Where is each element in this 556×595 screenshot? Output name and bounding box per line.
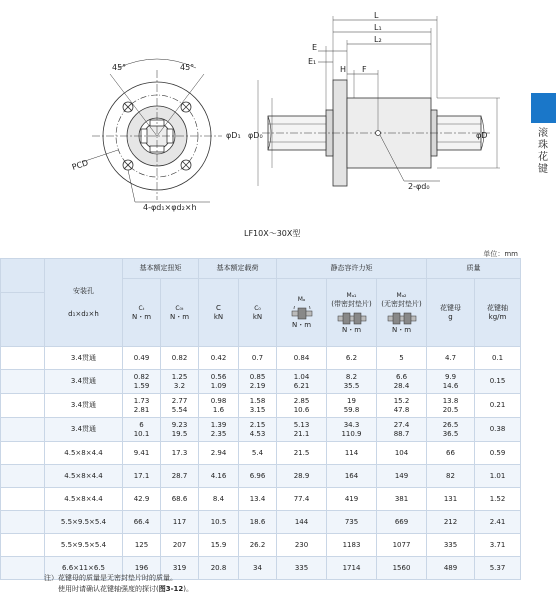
- cell-ct: 66.4: [123, 511, 161, 534]
- cell-mount: 6.6×11×6.5: [45, 557, 123, 580]
- cell-c: 4.16: [199, 465, 239, 488]
- header-shaft: [475, 279, 521, 347]
- cell-c: 0.98 1.6: [199, 394, 239, 418]
- cell-c0: 18.6: [239, 511, 277, 534]
- cell-ma1: 1183: [327, 534, 377, 557]
- cell-ct: 0.82 1.59: [123, 370, 161, 394]
- dim-L1: L₁: [374, 23, 382, 32]
- pcd-label: PCD: [70, 158, 90, 172]
- table-row: [1, 394, 521, 418]
- cell-ct: 17.1: [123, 465, 161, 488]
- row-blank-cell: [1, 488, 45, 511]
- table-row: [1, 534, 521, 557]
- header-load: 基本额定载荷: [199, 259, 277, 279]
- cell-ma: 5.13 21.1: [277, 418, 327, 442]
- header-ct: [123, 279, 161, 347]
- cell-ma: 28.9: [277, 465, 327, 488]
- cell-c0t: 68.6: [161, 488, 199, 511]
- row-blank-cell: [1, 442, 45, 465]
- cell-ma2: 669: [377, 511, 427, 534]
- cell-c: 0.42: [199, 347, 239, 370]
- hole-label: 4-φd₁×φd₂×h: [143, 203, 197, 212]
- cell-ct: 1.73 2.81: [123, 394, 161, 418]
- cell-c: 2.94: [199, 442, 239, 465]
- spec-table: [0, 258, 521, 580]
- header-c0-unit: kN: [252, 312, 263, 321]
- dim-L: L: [374, 11, 379, 20]
- moment-a2-icon: [386, 311, 418, 325]
- dim-L2: L₂: [374, 35, 382, 44]
- cell-mount: 3.4贯通: [45, 347, 123, 370]
- cell-ma2: 1560: [377, 557, 427, 580]
- cell-c: 15.9: [199, 534, 239, 557]
- header-ma1-desc: (带密封垫片): [331, 299, 372, 308]
- cell-nut: 82: [427, 465, 475, 488]
- header-nut-unit: g: [448, 312, 453, 321]
- note-line-2-pre: 使用时请确认花键轴强度的探讨(: [58, 585, 159, 593]
- header-c0t-unit: N・m: [169, 312, 190, 321]
- header-static: 静态容许力矩: [277, 259, 427, 279]
- table-row: [1, 370, 521, 394]
- cell-mount: 3.4贯通: [45, 394, 123, 418]
- table-row: [1, 465, 521, 488]
- header-ma-unit: N・m: [291, 321, 312, 329]
- header-ma2-desc: (无密封垫片): [381, 299, 422, 308]
- table-row: [1, 418, 521, 442]
- cell-c: 20.8: [199, 557, 239, 580]
- cell-ma1: 419: [327, 488, 377, 511]
- row-blank-cell: [1, 370, 45, 394]
- cell-ma2: 15.2 47.8: [377, 394, 427, 418]
- header-ma1-unit: N・m: [341, 325, 362, 334]
- cell-nut: 4.7: [427, 347, 475, 370]
- cell-c: 0.56 1.09: [199, 370, 239, 394]
- cell-ma1: 34.3 110.9: [327, 418, 377, 442]
- header-blank: [1, 259, 45, 293]
- cell-ma2: 381: [377, 488, 427, 511]
- cell-ma: 1.04 6.21: [277, 370, 327, 394]
- row-blank-cell: [1, 534, 45, 557]
- cell-ma: 0.84: [277, 347, 327, 370]
- cell-c0t: 319: [161, 557, 199, 580]
- header-c0t: [161, 279, 199, 347]
- cell-ct: 6 10.1: [123, 418, 161, 442]
- moment-a1-icon: [336, 311, 368, 325]
- cell-shaft: 5.37: [475, 557, 521, 580]
- dia-D1-label: φD₁: [226, 131, 241, 140]
- table-row: [1, 347, 521, 370]
- cell-ma: 230: [277, 534, 327, 557]
- unit-label: 单位：mm: [483, 250, 518, 258]
- header-shaft-label: 花键轴: [487, 303, 509, 312]
- cell-ma: 2.85 10.6: [277, 394, 327, 418]
- cell-mount: 4.5×8×4.4: [45, 442, 123, 465]
- cell-nut: 9.9 14.6: [427, 370, 475, 394]
- cell-ma: 144: [277, 511, 327, 534]
- header-c-sym: C: [216, 303, 221, 312]
- cell-mount: 3.4贯通: [45, 370, 123, 394]
- cell-c0: 34: [239, 557, 277, 580]
- cell-ct: 42.9: [123, 488, 161, 511]
- cell-shaft: 0.15: [475, 370, 521, 394]
- cell-c0: 1.58 3.15: [239, 394, 277, 418]
- moment-a-icon: [289, 306, 315, 320]
- cell-c0t: 2.77 5.54: [161, 394, 199, 418]
- cell-c0t: 207: [161, 534, 199, 557]
- cell-shaft: 0.38: [475, 418, 521, 442]
- cell-shaft: 0.59: [475, 442, 521, 465]
- header-blank-2: [1, 293, 45, 347]
- dim-H: H: [340, 65, 347, 74]
- row-blank-cell: [1, 394, 45, 418]
- table-row: [1, 488, 521, 511]
- header-mount-label: 安装孔: [73, 286, 94, 295]
- angle-right-label: 45°: [180, 63, 195, 72]
- cell-ma1: 8.2 35.5: [327, 370, 377, 394]
- cell-c0: 13.4: [239, 488, 277, 511]
- cell-c0t: 17.3: [161, 442, 199, 465]
- cell-c0: 26.2: [239, 534, 277, 557]
- cell-mount: 3.4贯通: [45, 418, 123, 442]
- dim-E: E: [312, 43, 318, 52]
- header-ma1: [327, 279, 377, 347]
- row-blank-cell: [1, 347, 45, 370]
- cell-c0: 0.85 2.19: [239, 370, 277, 394]
- row-blank-cell: [1, 418, 45, 442]
- cell-ma: 21.5: [277, 442, 327, 465]
- cell-nut: 335: [427, 534, 475, 557]
- table-row: [1, 442, 521, 465]
- header-ct-sym: Cₜ: [138, 304, 145, 312]
- dim-F: F: [362, 65, 367, 74]
- oil-hole-label: 2-φd₀: [408, 182, 430, 191]
- angle-left-label: 45°: [112, 63, 127, 72]
- cell-shaft: 0.1: [475, 347, 521, 370]
- row-blank-cell: [1, 465, 45, 488]
- cell-ma1: 19 59.8: [327, 394, 377, 418]
- cell-nut: 13.8 20.5: [427, 394, 475, 418]
- cell-c: 8.4: [199, 488, 239, 511]
- dia-D-label: φD: [476, 131, 488, 140]
- cell-ma2: 104: [377, 442, 427, 465]
- cell-nut: 212: [427, 511, 475, 534]
- cell-shaft: 3.71: [475, 534, 521, 557]
- cell-ct: 196: [123, 557, 161, 580]
- header-shaft-unit: kg/m: [488, 312, 507, 321]
- cell-c0: 0.7: [239, 347, 277, 370]
- figure-reference-link[interactable]: 图3-12: [158, 585, 184, 593]
- cell-ma1: 164: [327, 465, 377, 488]
- note-line-1: 注）花键母的质量是无密封垫片时的质量。: [44, 574, 177, 582]
- section-title: 滚珠花键: [538, 128, 548, 175]
- section-color-tab: [531, 93, 556, 123]
- header-c: [199, 279, 239, 347]
- header-ma-sym: Mₐ: [297, 296, 306, 303]
- model-caption: LF10X～30X型: [244, 229, 301, 238]
- header-nut: [427, 279, 475, 347]
- cell-c0t: 1.25 3.2: [161, 370, 199, 394]
- header-torque: 基本额定扭矩: [123, 259, 199, 279]
- cell-c0: 5.4: [239, 442, 277, 465]
- cell-mount: 5.5×9.5×5.4: [45, 534, 123, 557]
- cell-c0: 2.15 4.53: [239, 418, 277, 442]
- cell-ma2: 27.4 88.7: [377, 418, 427, 442]
- cell-mount: 4.5×8×4.4: [45, 465, 123, 488]
- header-c-unit: kN: [213, 312, 224, 321]
- cell-ma2: 1077: [377, 534, 427, 557]
- cell-mount: 5.5×9.5×5.4: [45, 511, 123, 534]
- row-blank-cell: [1, 511, 45, 534]
- header-mount-sub: d₁×d₂×h: [68, 309, 99, 318]
- dia-D0-label: φD₀: [248, 131, 263, 140]
- cell-ma: 77.4: [277, 488, 327, 511]
- header-ma2: [377, 279, 427, 347]
- header-c0: [239, 279, 277, 347]
- cell-nut: 489: [427, 557, 475, 580]
- cell-mount: 4.5×8×4.4: [45, 488, 123, 511]
- table-row: [1, 511, 521, 534]
- row-blank-cell: [1, 557, 45, 580]
- cell-ma1: 114: [327, 442, 377, 465]
- cell-c0t: 28.7: [161, 465, 199, 488]
- cell-nut: 66: [427, 442, 475, 465]
- dim-E1: E₁: [308, 57, 317, 66]
- cell-ma1: 1714: [327, 557, 377, 580]
- header-ma1-sym: Mₐ₁: [346, 291, 357, 299]
- cell-shaft: 2.41: [475, 511, 521, 534]
- cell-ma: 335: [277, 557, 327, 580]
- cell-ct: 9.41: [123, 442, 161, 465]
- note-line-2-post: )。: [183, 585, 193, 593]
- cell-c: 10.5: [199, 511, 239, 534]
- cell-shaft: 1.01: [475, 465, 521, 488]
- header-mass: 质量: [427, 259, 521, 279]
- technical-drawing: [0, 0, 556, 240]
- header-ma2-sym: Mₐ₂: [396, 291, 407, 299]
- note-line-2: [58, 584, 193, 594]
- cell-c: 1.39 2.35: [199, 418, 239, 442]
- cell-ct: 125: [123, 534, 161, 557]
- cell-ma2: 149: [377, 465, 427, 488]
- cell-c0t: 0.82: [161, 347, 199, 370]
- cell-nut: 26.5 36.5: [427, 418, 475, 442]
- header-mount: [45, 259, 123, 347]
- header-ma2-unit: N・m: [391, 325, 412, 334]
- cell-shaft: 1.52: [475, 488, 521, 511]
- cell-shaft: 0.21: [475, 394, 521, 418]
- cell-ma2: 6.6 28.4: [377, 370, 427, 394]
- header-nut-label: 花键母: [440, 303, 462, 312]
- cell-ma1: 6.2: [327, 347, 377, 370]
- header-c0t-sym: C₀ₜ: [175, 304, 184, 312]
- cell-c0t: 117: [161, 511, 199, 534]
- cell-c0: 6.96: [239, 465, 277, 488]
- cell-ma1: 735: [327, 511, 377, 534]
- cell-nut: 131: [427, 488, 475, 511]
- header-ma: [277, 279, 327, 347]
- cell-c0t: 9.23 19.5: [161, 418, 199, 442]
- cell-ct: 0.49: [123, 347, 161, 370]
- cell-ma2: 5: [377, 347, 427, 370]
- header-c0-sym: C₀: [254, 304, 261, 312]
- header-ct-unit: N・m: [131, 312, 152, 321]
